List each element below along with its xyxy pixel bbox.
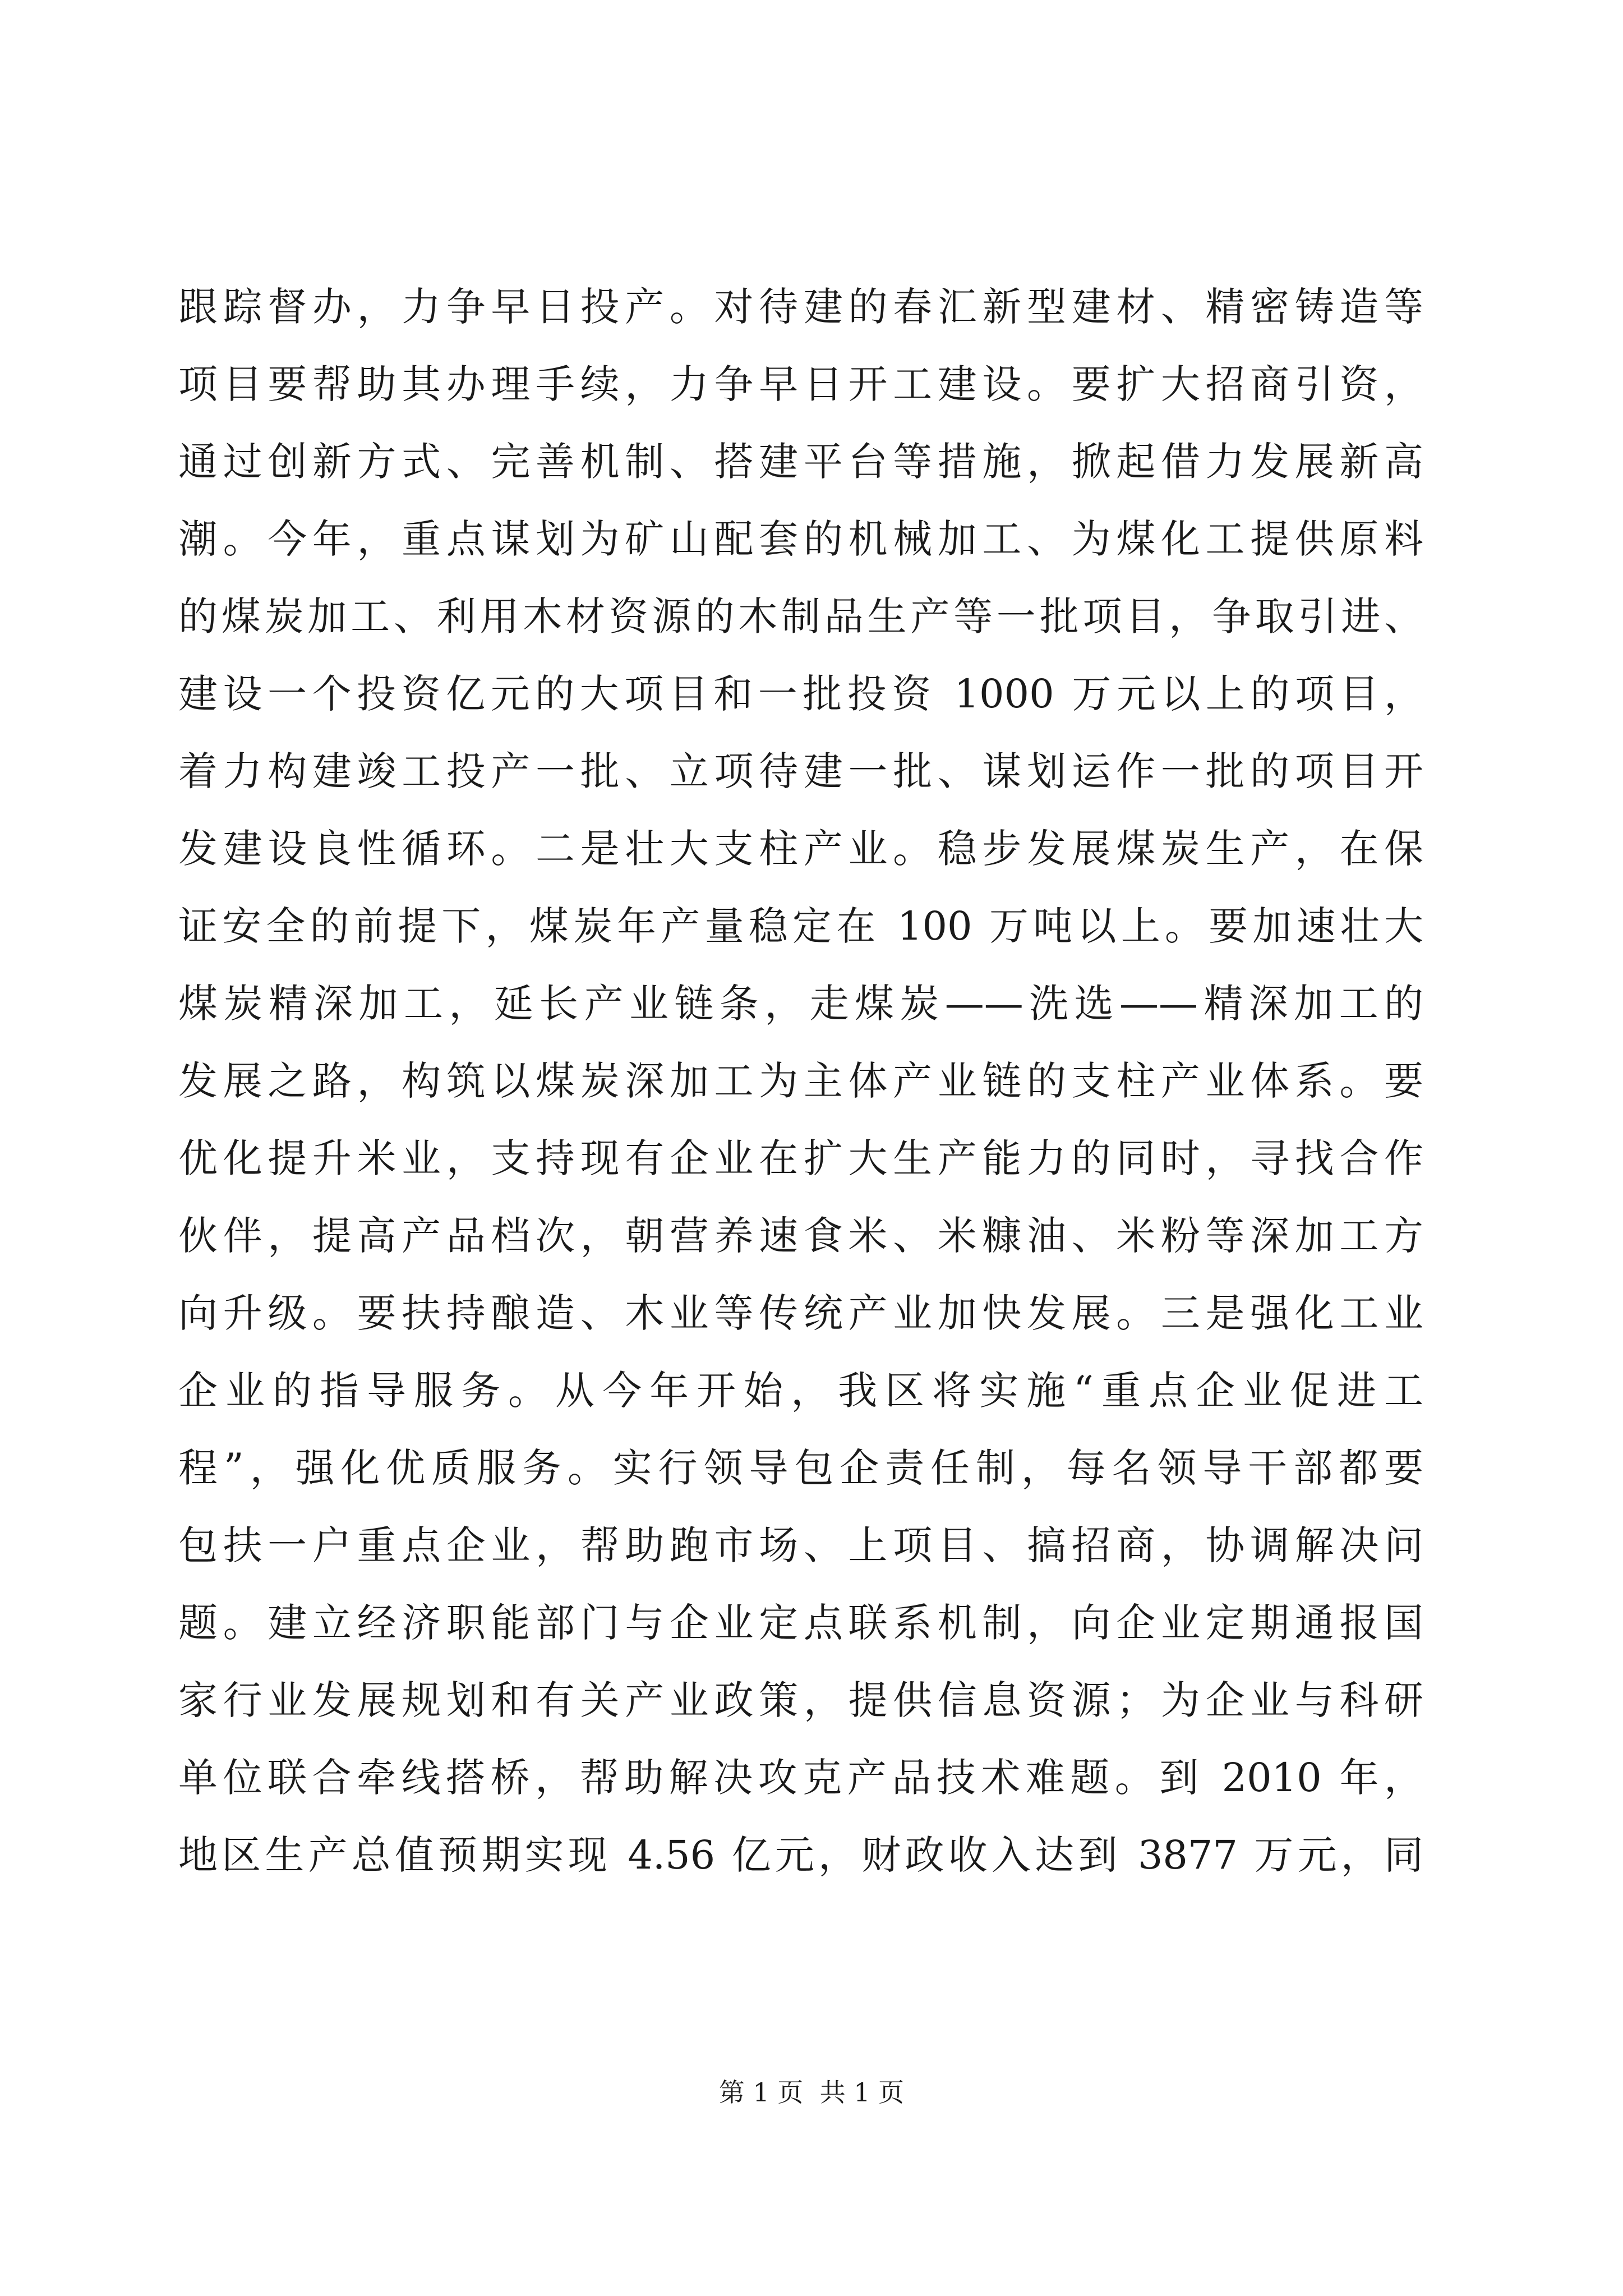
text-line: 单位联合牵线搭桥，帮助解决攻克产品技术难题。到 2010 年， [178,1755,1423,1801]
text-line: 程”，强化优质服务。实行领导包企责任制，每名领导干部都要 [178,1445,1423,1491]
text-line: 项目要帮助其办理手续，力争早日开工建设。要扩大招商引资， [178,361,1423,407]
text-line: 的煤炭加工、利用木材资源的木制品生产等一批项目，争取引进、 [178,593,1423,639]
text-line: 向升级。要扶持酿造、木业等传统产业加快发展。三是强化工业 [178,1290,1423,1336]
page-footer [0,2076,1623,2109]
text-line: 跟踪督办，力争早日投产。对待建的春汇新型建材、精密铸造等 [178,284,1423,330]
text-line: 地区生产总值预期实现 4.56 亿元，财政收入达到 3877 万元，同 [178,1832,1423,1878]
text-line: 家行业发展规划和有关产业政策，提供信息资源；为企业与科研 [178,1677,1423,1723]
text-line: 优化提升米业，支持现有企业在扩大生产能力的同时，寻找合作 [178,1135,1423,1181]
text-line: 着力构建竣工投产一批、立项待建一批、谋划运作一批的项目开 [178,748,1423,794]
text-line: 题。建立经济职能部门与企业定点联系机制，向企业定期通报国 [178,1600,1423,1646]
text-line: 企业的指导服务。从今年开始，我区将实施“重点企业促进工 [178,1368,1423,1414]
text-line: 煤炭精深加工，延长产业链条，走煤炭——洗选——精深加工的 [178,981,1423,1027]
text-line: 伙伴，提高产品档次，朝营养速食米、米糠油、米粉等深加工方 [178,1213,1423,1259]
text-line: 包扶一户重点企业，帮助跑市场、上项目、搞招商，协调解决问 [178,1522,1423,1568]
text-line: 通过创新方式、完善机制、搭建平台等措施，掀起借力发展新高 [178,439,1423,485]
text-line: 证安全的前提下，煤炭年产量稳定在 100 万吨以上。要加速壮大 [178,903,1423,949]
text-line: 发建设良性循环。二是壮大支柱产业。稳步发展煤炭生产，在保 [178,826,1423,872]
text-line: 发展之路，构筑以煤炭深加工为主体产业链的支柱产业体系。要 [178,1058,1423,1104]
page-number-label: 第 1 页 共 1 页 [718,2077,905,2108]
body-text [178,268,1423,1894]
text-line: 潮。今年，重点谋划为矿山配套的机械加工、为煤化工提供原料 [178,516,1423,562]
text-line: 建设一个投资亿元的大项目和一批投资 1000 万元以上的项目， [178,671,1423,717]
